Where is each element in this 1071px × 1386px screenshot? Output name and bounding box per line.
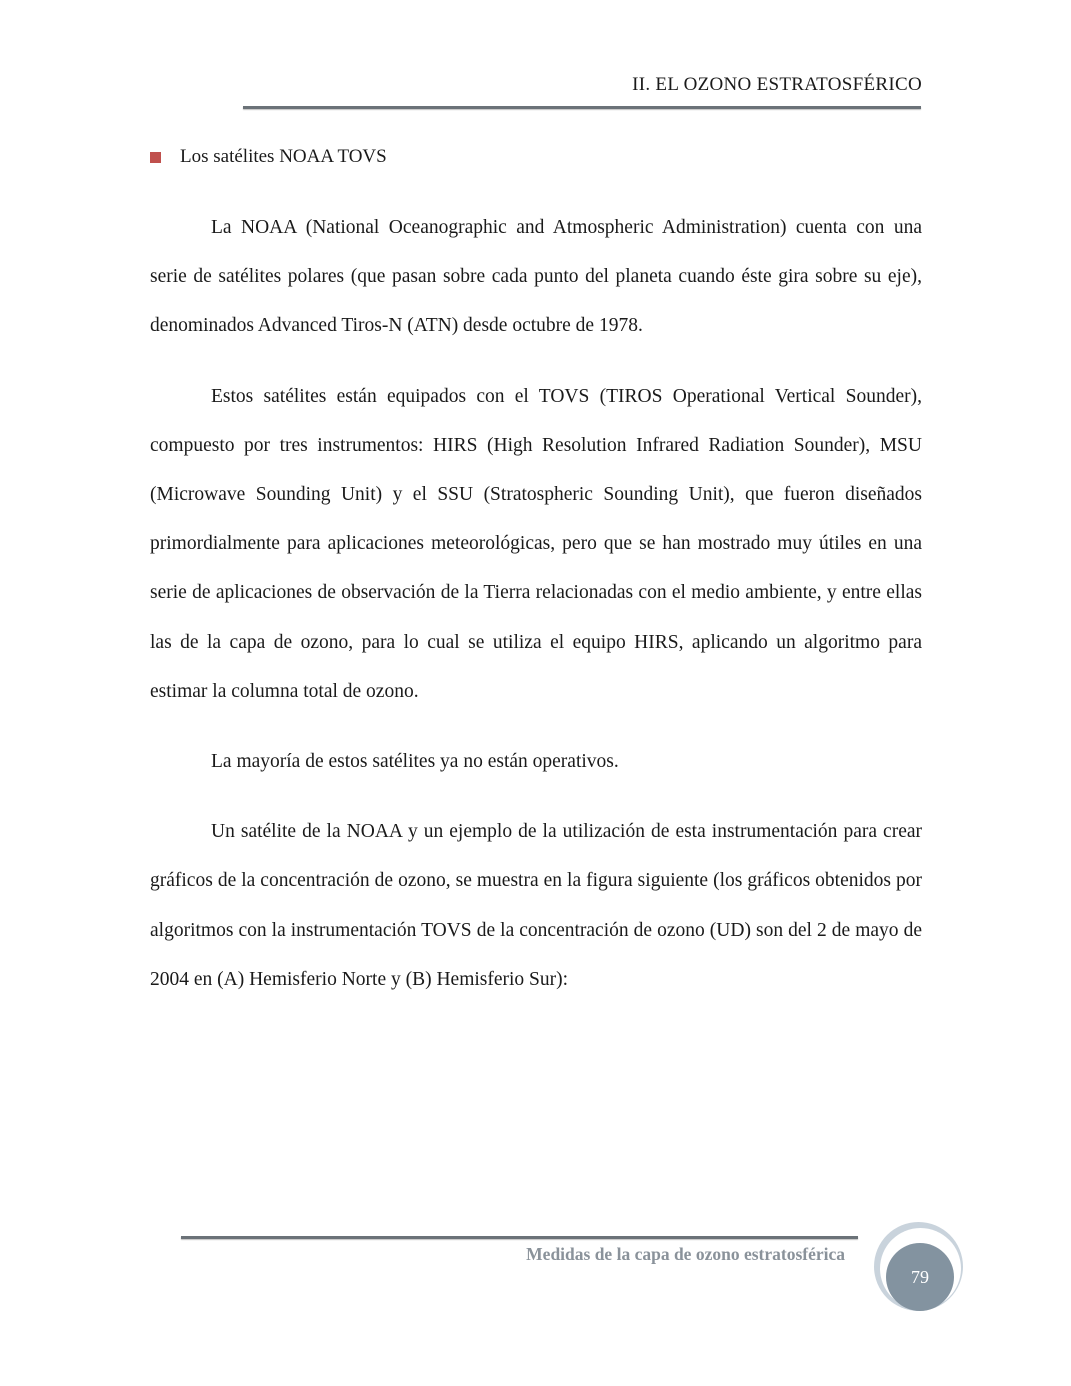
section-heading-text: Los satélites NOAA TOVS <box>180 146 387 167</box>
paragraph: Un satélite de la NOAA y un ejemplo de la utilización de esta instrumentación para crear gráficos de la concentración de ozono, se muestra en la figura siguiente (los gráficos obtenidos por algoritmos con la instrumentación TOVS de la concentración de ozono (UD) son del 2 de mayo de 2004 en (A) Hemisferio Norte y (B) Hemisferio Sur): <box>150 821 922 990</box>
paragraph: Estos satélites están equipados con el TOVS (TIROS Operational Vertical Sounder), compuesto por tres instrumentos: HIRS (High Resolution Infrared Radiation Sounder), MSU (Microwave Sounding Unit) y el SSU (Stratospheric Sounding Unit), que fueron diseñados primordialmente para aplicaciones meteorológicas, pero que se han mostrado muy útiles en una serie de aplicaciones de observación de la Tierra relacionadas con el medio ambiente, y entre ellas las de la capa de ozono, para lo cual se utiliza el equipo HIRS, aplicando un algoritmo para estimar la columna total de ozono. <box>150 385 922 702</box>
footer-rule <box>181 1236 858 1239</box>
running-footer: Medidas de la capa de ozono estratosférica <box>526 1244 845 1264</box>
page-number: 79 <box>886 1243 954 1311</box>
body-text <box>150 203 922 1025</box>
square-bullet-icon <box>150 152 161 163</box>
section-heading <box>150 146 387 168</box>
header-rule <box>243 106 921 109</box>
paragraph: La NOAA (National Oceanographic and Atmospheric Administration) cuenta con una serie de satélites polares (que pasan sobre cada punto del planeta cuando éste gira sobre su eje), denominados Advanced Tiros-N (ATN) desde octubre de 1978. <box>150 217 922 337</box>
paragraph: La mayoría de estos satélites ya no están operativos. <box>211 751 619 773</box>
running-header: II. EL OZONO ESTRATOSFÉRICO <box>632 74 922 95</box>
